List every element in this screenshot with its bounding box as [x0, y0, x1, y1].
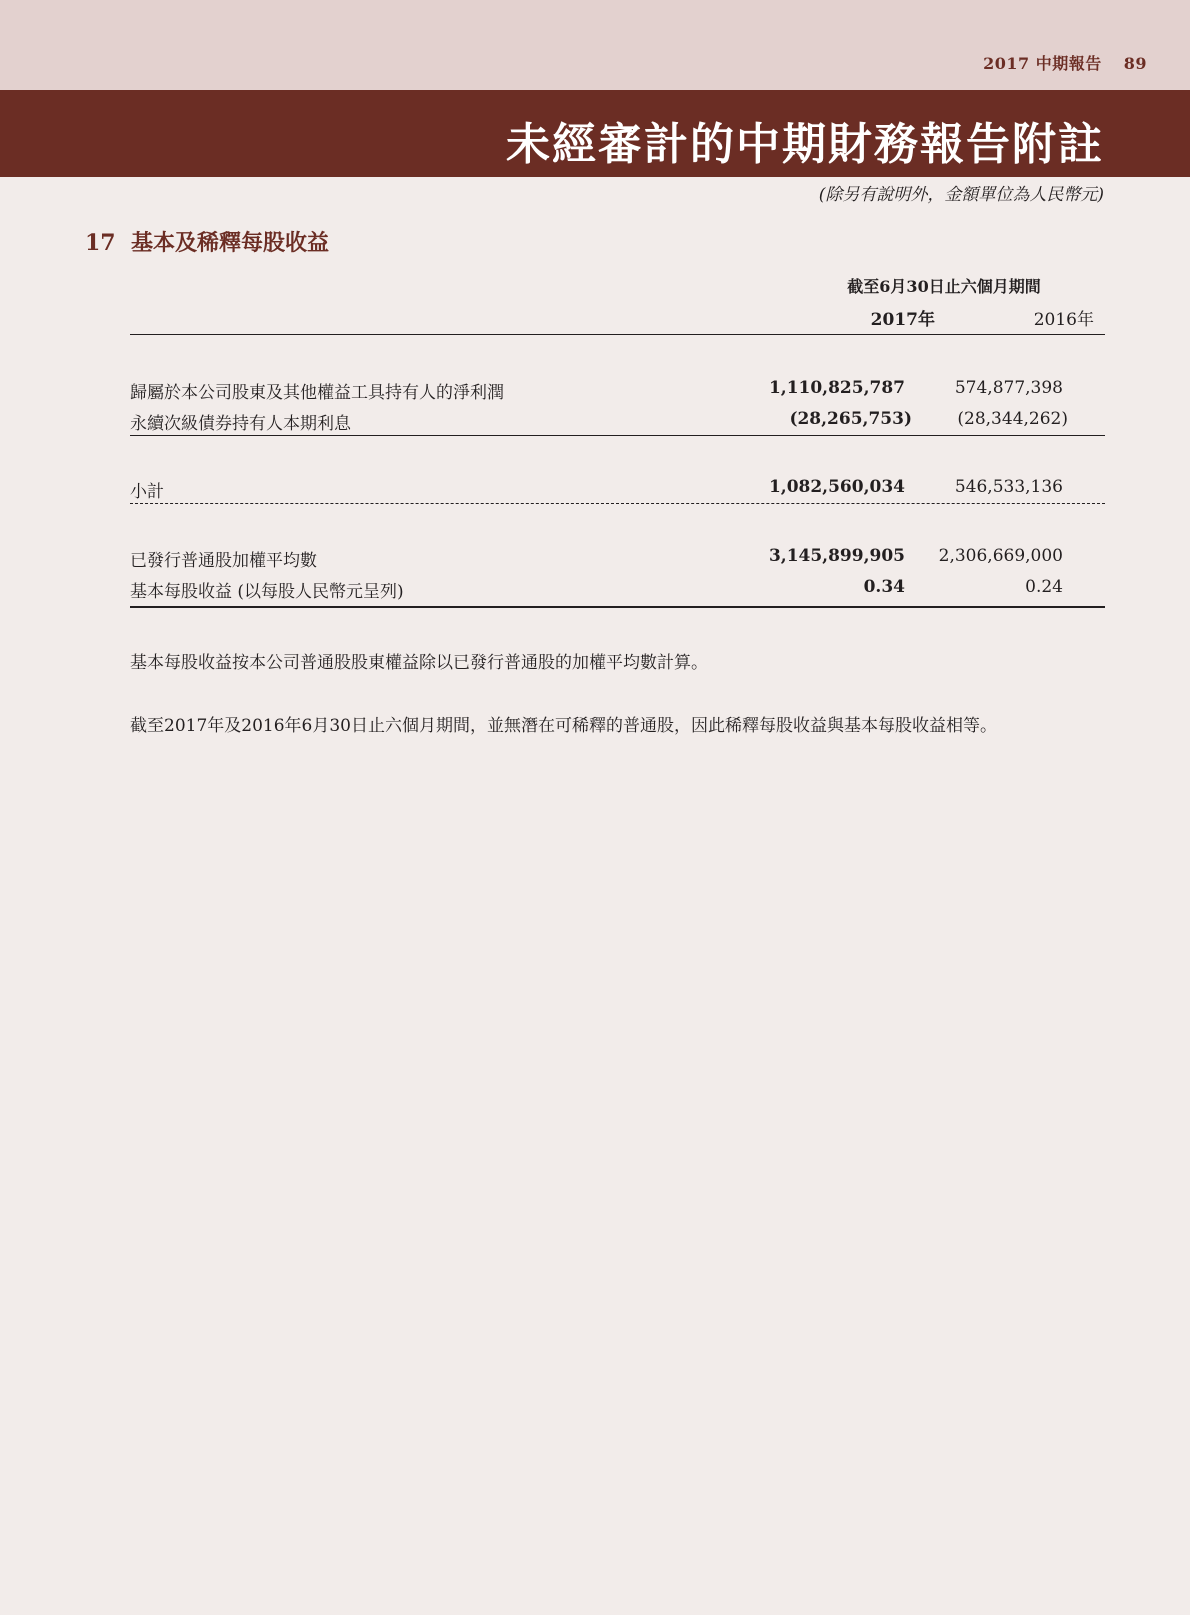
page-title: 未經審計的中期財務報告附註 — [506, 119, 1104, 170]
column-header-2017: 2017年 — [870, 310, 935, 330]
period-header: 截至6月30日止六個月期間 — [847, 277, 1041, 296]
section-heading — [85, 226, 329, 257]
section-title: 基本及稀釋每股收益 — [131, 230, 330, 256]
table-row — [130, 577, 1105, 603]
value-2016: 546,533,136 — [954, 477, 1063, 497]
row-label: 基本每股收益 (以每股人民幣元呈列) — [130, 582, 404, 602]
note-paragraph: 基本每股收益按本公司普通股股東權益除以已發行普通股的加權平均數計算。 — [130, 653, 708, 673]
header-rule — [130, 334, 1105, 335]
table-row — [130, 546, 1105, 572]
value-2017: 0.34 — [863, 577, 905, 597]
running-title: 2017 中期報告 — [983, 54, 1102, 73]
row-label: 小計 — [130, 482, 164, 502]
units-note: (除另有說明外，金額單位為人民幣元) — [818, 185, 1104, 205]
table-row — [130, 477, 1105, 503]
row-label: 已發行普通股加權平均數 — [130, 551, 317, 571]
value-2016: 0.24 — [1025, 577, 1063, 597]
row-label: 永續次級債券持有人本期利息 — [130, 414, 351, 434]
table-bottom-rule — [130, 606, 1105, 608]
value-2017: (28,265,753) — [789, 409, 912, 429]
value-2017: 1,110,825,787 — [768, 378, 905, 398]
value-2017: 1,082,560,034 — [768, 477, 905, 497]
note-paragraph: 截至2017年及2016年6月30日止六個月期間，並無潛在可稀釋的普通股，因此稀釋每股收益與基本每股收益相等。 — [130, 716, 997, 736]
page-number: 89 — [1123, 54, 1147, 73]
top-header-band — [0, 0, 1190, 90]
row-label: 歸屬於本公司股東及其他權益工具持有人的淨利潤 — [130, 383, 504, 403]
value-2016: 2,306,669,000 — [938, 546, 1063, 566]
column-header-2016: 2016年 — [1033, 310, 1094, 330]
table-row — [130, 409, 1105, 435]
section-number: 17 — [85, 230, 116, 256]
subtotal-rule — [130, 435, 1105, 436]
table-row — [130, 378, 1105, 404]
value-2017: 3,145,899,905 — [768, 546, 905, 566]
dashed-rule — [130, 503, 1105, 504]
running-header — [983, 51, 1147, 74]
value-2016: (28,344,262) — [957, 409, 1068, 429]
value-2016: 574,877,398 — [954, 378, 1063, 398]
